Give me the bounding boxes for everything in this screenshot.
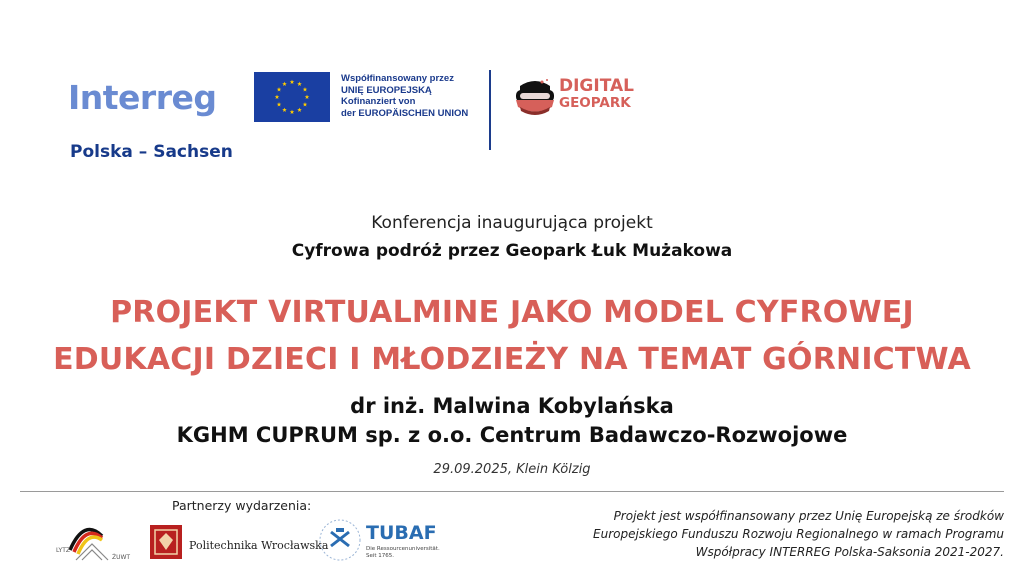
eu-star-icon	[297, 108, 302, 112]
eu-line-4: der EUROPÄISCHEN UNION	[341, 107, 469, 119]
eu-star-icon	[305, 95, 310, 99]
footer-divider	[20, 491, 1004, 492]
eu-line-2: UNIĘ EUROPEJSKĄ	[341, 84, 432, 96]
digital-geopark-wordmark	[559, 78, 634, 112]
tubaf-tagline-1: Die Ressourcenuniversität.	[366, 546, 440, 552]
speaker-organization: KGHM CUPRUM sp. z o.o. Centrum Badawczo-Rozwojowe	[176, 423, 848, 447]
cofinancing-line-1: Projekt jest współfinansowany przez Unię Europejską ze środków	[613, 509, 1004, 523]
cofinancing-line-2: Europejskiego Funduszu Rozwoju Regionalnego w ramach Programu	[593, 527, 1004, 541]
tubaf-wordmark: TUBAF	[366, 522, 437, 544]
eu-star-icon	[290, 80, 295, 84]
conference-title: Cyfrowa podróż przez Geopark Łuk Mużakowa	[291, 241, 733, 261]
interreg-logo-word: Interreg	[68, 78, 217, 117]
eu-star-icon	[303, 87, 308, 91]
ivtz-logo	[56, 520, 134, 564]
speaker-name: dr inż. Malwina Kobylańska	[350, 394, 674, 418]
digital-geopark-vr-icon	[512, 72, 558, 118]
ivtz-right-text: ŻUWT	[112, 554, 131, 561]
eu-star-icon	[303, 102, 308, 106]
partners-label: Partnerzy wydarzenia:	[172, 498, 312, 513]
header-divider	[489, 70, 491, 150]
talk-title-line-2: EDUKACJI DZIECI I MŁODZIEŻY NA TEMAT GÓRNICTWA	[53, 342, 971, 377]
talk-title-line-1: PROJEKT VIRTUALMINE JAKO MODEL CYFROWEJ	[110, 295, 914, 330]
eu-cofinancing-label	[341, 73, 468, 119]
eu-star-icon	[275, 95, 280, 99]
eu-star-icon	[282, 82, 287, 86]
eu-line-1: Współfinansowany przez	[341, 73, 454, 84]
conference-subtitle: Konferencja inaugurująca projekt	[371, 213, 653, 233]
cofinancing-line-3: Współpracy INTERREG Polska-Saksonia 2021-2027.	[695, 545, 1004, 559]
eu-star-icon	[277, 102, 282, 106]
eu-star-icon	[282, 108, 287, 112]
politechnika-wroclawska-text: Politechnika Wrocławska	[189, 539, 329, 552]
interreg-program-name: Polska – Sachsen	[70, 142, 233, 162]
digital-geopark-line-2: GEOPARK	[559, 95, 631, 111]
event-date-place: 29.09.2025, Klein Kölzig	[433, 462, 591, 477]
eu-star-icon	[277, 87, 282, 91]
eu-flag-icon	[254, 72, 330, 122]
digital-geopark-line-1: DIGITAL	[559, 76, 634, 96]
ivtz-left-text: LYTZ	[56, 547, 70, 554]
eu-line-3: Kofinanziert von	[341, 96, 416, 107]
eu-star-icon	[297, 82, 302, 86]
tubaf-tagline-2: Seit 1765.	[366, 553, 395, 559]
eu-star-icon	[290, 110, 295, 114]
cofinancing-note	[484, 507, 1004, 561]
